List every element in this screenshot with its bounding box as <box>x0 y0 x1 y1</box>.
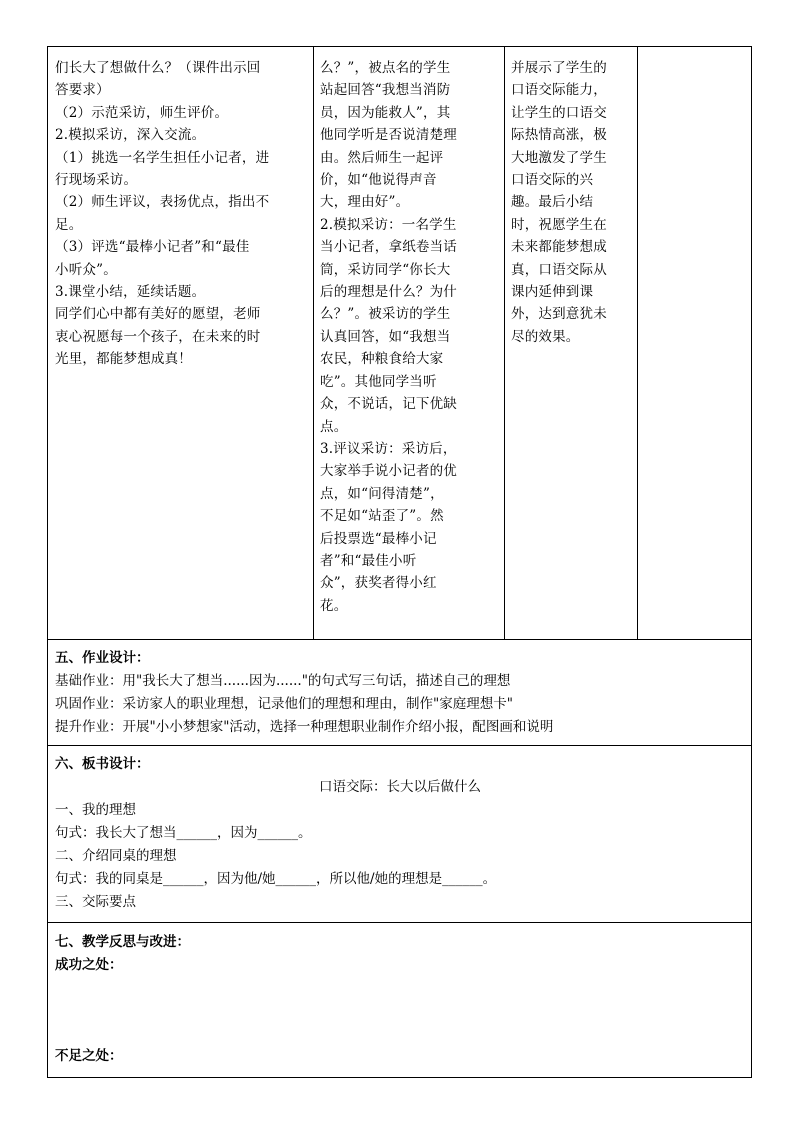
text-line: 大，理由好”。 <box>320 194 410 211</box>
text-line: 行现场采访。 <box>55 172 138 189</box>
column-divider-3 <box>637 46 638 639</box>
board-design-section <box>55 753 745 914</box>
text-line: 点。 <box>320 418 348 435</box>
text-line: 并展示了学生的 <box>511 60 607 76</box>
board-line: 二、介绍同桌的理想 <box>55 848 177 864</box>
homework-section <box>55 647 745 739</box>
text-line: 3.评议采访：采访后， <box>320 440 457 457</box>
student-activity-column <box>320 57 500 617</box>
homework-line: 提升作业：开展"小小梦想家"活动，选择一种理想职业制作介绍小报，配图画和说明 <box>55 719 554 735</box>
row-divider-reflection <box>47 922 752 923</box>
text-line: 时，祝愿学生在 <box>511 216 607 233</box>
text-line: 真，口语交际从 <box>511 261 607 278</box>
text-line: 口语交际能力， <box>511 82 607 99</box>
text-line: 点，如“问得清楚”， <box>320 485 444 502</box>
text-line: 筒，采访同学“你长大 <box>320 261 451 278</box>
table-border-right <box>751 46 752 1078</box>
board-line: 一、我的理想 <box>55 802 136 818</box>
text-line: 大家举手说小记者的优 <box>320 463 457 480</box>
text-line: （1）挑选一名学生担任小记者，进 <box>55 149 270 166</box>
shortfall-label: 不足之处： <box>55 1048 123 1064</box>
text-line: 答要求） <box>55 82 110 99</box>
text-line: 2.模拟采访：一名学生 <box>320 216 457 233</box>
homework-title: 五、作业设计： <box>55 650 150 666</box>
text-line: （3）评选“最棒小记者”和“最佳 <box>55 239 250 256</box>
homework-line: 巩固作业：采访家人的职业理想，记录他们的理想和理由，制作"家庭理想卡" <box>55 696 513 712</box>
text-line: 课内延伸到课 <box>511 284 594 301</box>
board-title: 六、板书设计： <box>55 756 150 772</box>
text-line: 大地激发了学生 <box>511 149 607 166</box>
text-line: 当小记者，拿纸卷当话 <box>320 239 457 256</box>
text-line: 尽的效果。 <box>511 328 580 345</box>
text-line: 由。然后师生一起评 <box>320 149 444 166</box>
text-line: （2）师生评议，表扬优点，指出不 <box>55 194 270 211</box>
board-center-title: 口语交际：长大以后做什么 <box>319 779 481 795</box>
text-line: 光里，都能梦想成真！ <box>55 351 192 368</box>
text-line: 们长大了想做什么？（课件出示回 <box>55 60 261 76</box>
text-line: 站起回答“我想当消防 <box>320 82 451 99</box>
text-line: 口语交际的兴 <box>511 172 594 189</box>
text-line: 3.课堂小结，延续话题。 <box>55 284 206 301</box>
text-line: 后的理想是什么？为什 <box>320 284 457 301</box>
text-line: 外，达到意犹未 <box>511 306 607 323</box>
text-line: 际热情高涨，极 <box>511 127 607 144</box>
shortfall-block <box>55 1045 745 1068</box>
text-line: 认真回答，如“我想当 <box>320 328 451 345</box>
text-line: 后投票选“最棒小记 <box>320 530 437 547</box>
text-line: （2）示范采访，师生评价。 <box>55 104 229 121</box>
table-border-left <box>47 46 48 1078</box>
text-line: 同学们心中都有美好的愿望，老师 <box>55 306 261 323</box>
row-divider-board <box>47 745 752 746</box>
text-line: 么？”。被采访的学生 <box>320 306 451 323</box>
text-line: 不足如“站歪了”。然 <box>320 508 444 525</box>
teacher-activity-column <box>55 57 309 371</box>
design-intent-column <box>511 57 633 348</box>
board-line: 三、交际要点 <box>55 894 136 910</box>
reflection-title: 七、教学反思与改进： <box>55 934 190 950</box>
row-divider-homework <box>47 639 752 640</box>
text-line: 未来都能梦想成 <box>511 239 607 256</box>
text-line: 足。 <box>55 216 83 233</box>
text-line: 衷心祝愿每一个孩子，在未来的时 <box>55 328 261 345</box>
board-line: 句式：我长大了想当______，因为______。 <box>55 825 312 841</box>
text-line: 他同学听是否说清楚理 <box>320 127 457 144</box>
text-line: 价，如“他说得声音 <box>320 172 437 189</box>
text-line: 么？”，被点名的学生 <box>320 60 451 76</box>
board-line: 句式：我的同桌是______，因为他/她______，所以他/她的理想是______。 <box>55 871 497 887</box>
text-line: 者”和“最佳小听 <box>320 552 417 569</box>
text-line: 花。 <box>320 597 348 614</box>
text-line: 小听众”。 <box>55 261 117 278</box>
column-divider-1 <box>313 46 314 639</box>
homework-line: 基础作业：用"我长大了想当......因为......"的句式写三句话，描述自己的理想 <box>55 673 511 689</box>
text-line: 员，因为能救人”，其 <box>320 104 451 121</box>
text-line: 农民，种粮食给大家 <box>320 351 444 368</box>
column-divider-2 <box>504 46 505 639</box>
text-line: 趣。最后小结 <box>511 194 594 211</box>
reflection-section <box>55 931 745 977</box>
text-line: 众”，获奖者得小红 <box>320 575 437 592</box>
table-border-top <box>47 46 752 47</box>
text-line: 2.模拟采访，深入交流。 <box>55 127 206 144</box>
text-line: 众，不说话，记下优缺 <box>320 396 457 413</box>
text-line: 让学生的口语交 <box>511 104 607 121</box>
table-border-bottom <box>47 1077 752 1078</box>
success-label: 成功之处： <box>55 957 123 973</box>
text-line: 吃”。其他同学当听 <box>320 373 437 390</box>
